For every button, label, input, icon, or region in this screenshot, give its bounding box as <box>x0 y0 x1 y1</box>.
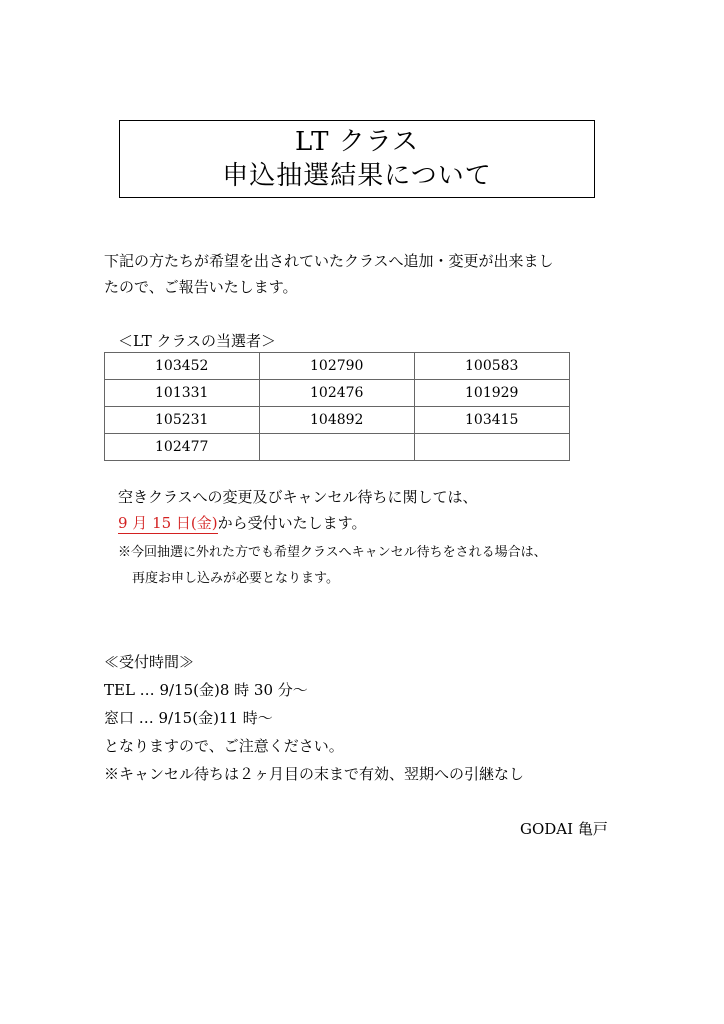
table-cell: 101331 <box>105 380 260 407</box>
winners-table <box>104 352 570 461</box>
note-line-2: 再度お申し込みが必要となります。 <box>132 571 339 586</box>
table-cell: 104892 <box>260 407 415 434</box>
table-cell: 102477 <box>105 434 260 461</box>
table-cell: 101929 <box>415 380 570 407</box>
notice-line-1: 空きクラスへの変更及びキャンセル待ちに関しては、 <box>118 488 478 506</box>
table-row <box>105 434 570 461</box>
table-row <box>105 380 570 407</box>
hours-caution: となりますので、ご注意ください。 <box>104 737 344 755</box>
hours-tel: TEL … 9/15(金)8 時 30 分～ <box>104 681 308 699</box>
table-cell <box>415 434 570 461</box>
intro-line-2: たので、ご報告いたします。 <box>104 278 298 296</box>
table-cell: 103452 <box>105 353 260 380</box>
reception-hours <box>104 648 524 788</box>
table-row <box>105 353 570 380</box>
lottery-note <box>118 540 547 592</box>
signature: GODAI 亀戸 <box>520 820 608 838</box>
table-cell: 100583 <box>415 353 570 380</box>
table-cell: 103415 <box>415 407 570 434</box>
title-line-2: 申込抽選結果について <box>222 161 492 191</box>
hours-cancel-note: ※キャンセル待ちは２ヶ月目の末まで有効、翌期への引継なし <box>104 765 525 783</box>
hours-heading: ≪受付時間≫ <box>104 653 195 671</box>
table-row <box>105 407 570 434</box>
table-cell: 102476 <box>260 380 415 407</box>
notice-line-2-rest: から受付いたします。 <box>217 514 367 532</box>
table-cell: 102790 <box>260 353 415 380</box>
hours-counter: 窓口 … 9/15(金)11 時～ <box>104 709 273 727</box>
title-line-1: LT クラス <box>295 127 419 157</box>
start-date-highlight: 9 月 15 日(金) <box>118 514 218 532</box>
table-cell: 105231 <box>105 407 260 434</box>
intro-line-1: 下記の方たちが希望を出されていたクラスへ追加・変更が出来まし <box>104 252 554 270</box>
notice-text <box>118 484 478 536</box>
intro-text <box>104 248 624 300</box>
notice-line-2 <box>118 510 478 536</box>
table-cell <box>260 434 415 461</box>
title-box <box>119 120 595 198</box>
note-line-1: ※今回抽選に外れた方でも希望クラスへキャンセル待ちをされる場合は、 <box>118 545 547 560</box>
winners-heading: ＜LT クラスの当選者＞ <box>118 332 277 350</box>
